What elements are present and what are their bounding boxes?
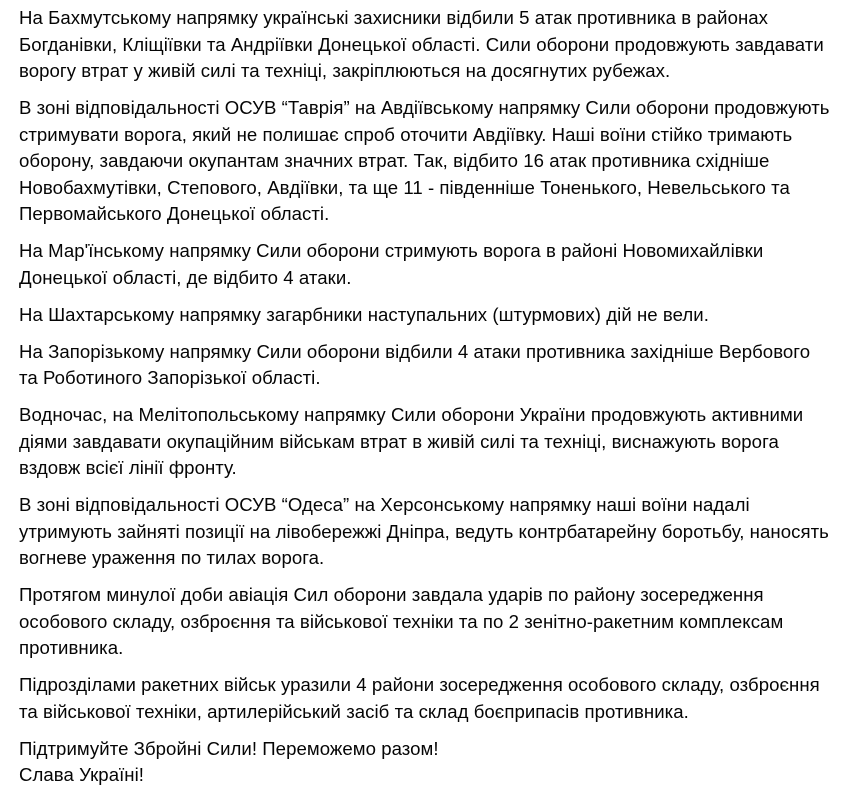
paragraph-marinka: На Мар'їнському напрямку Сили оборони стримують ворога в районі Новомихайлівки Донецької області, де відбито 4 атаки. bbox=[19, 240, 764, 288]
closing-line-support: Підтримуйте Збройні Сили! Переможемо разом! bbox=[19, 737, 439, 759]
paragraph-closing bbox=[19, 736, 832, 789]
paragraph-melitopol: Водночас, на Мелітопольському напрямку Сили оборони України продовжують активними діями завдавати окупаційним військам втрат в живій силі та техніці, виснажують ворога вздовж всієї лінії фронту. bbox=[19, 404, 804, 478]
paragraph-avdiivka: В зоні відповідальності ОСУВ “Таврія” на Авдіївському напрямку Сили оборони продовжують стримувати ворога, який не полишає спроб оточити Авдіївку. Наші воїни стійко тримають оборону, завдаючи окупантам значних втрат. Так, відбито 16 атак противника східніше Новобахмутівки, Степового, Авдіївки, та ще 11 - південніше Тоненького, Невельського та Первомайського Донецької області. bbox=[19, 97, 830, 224]
paragraph-shakhtarske: На Шахтарському напрямку загарбники наступальних (штурмових) дій не вели. bbox=[19, 303, 709, 325]
paragraph-aviation: Протягом минулої доби авіація Сил оборони завдала ударів по району зосередження особового складу, озброєння та військової техніки та по 2 зенітно-ракетним комплексам противника. bbox=[19, 584, 784, 658]
paragraph-zaporizhzhia: На Запорізькому напрямку Сили оборони відбили 4 атаки противника західніше Вербового та Роботиного Запорізької області. bbox=[19, 340, 811, 388]
paragraph-kherson: В зоні відповідальності ОСУВ “Одеса” на Херсонському напрямку наші воїни надалі утримують зайняті позиції на лівобережжі Дніпра, ведуть контрбатарейну боротьбу, наносять вогневе ураження по тилах ворога. bbox=[19, 494, 829, 568]
paragraph-missile-troops: Підрозділами ракетних військ уразили 4 райони зосередження особового складу, озброєння та військової техніки, артилерійський засіб та склад боєприпасів противника. bbox=[19, 674, 820, 722]
closing-line-glory: Слава Україні! bbox=[19, 764, 145, 785]
paragraph-bakhmut: На Бахмутському напрямку українські захисники відбили 5 атак противника в районах Богданівки, Кліщіївки та Андріївки Донецької області. Сили оборони продовжують завдавати ворогу втрат у живій силі та техніці, закріплюються на досягнутих рубежах. bbox=[19, 7, 824, 81]
